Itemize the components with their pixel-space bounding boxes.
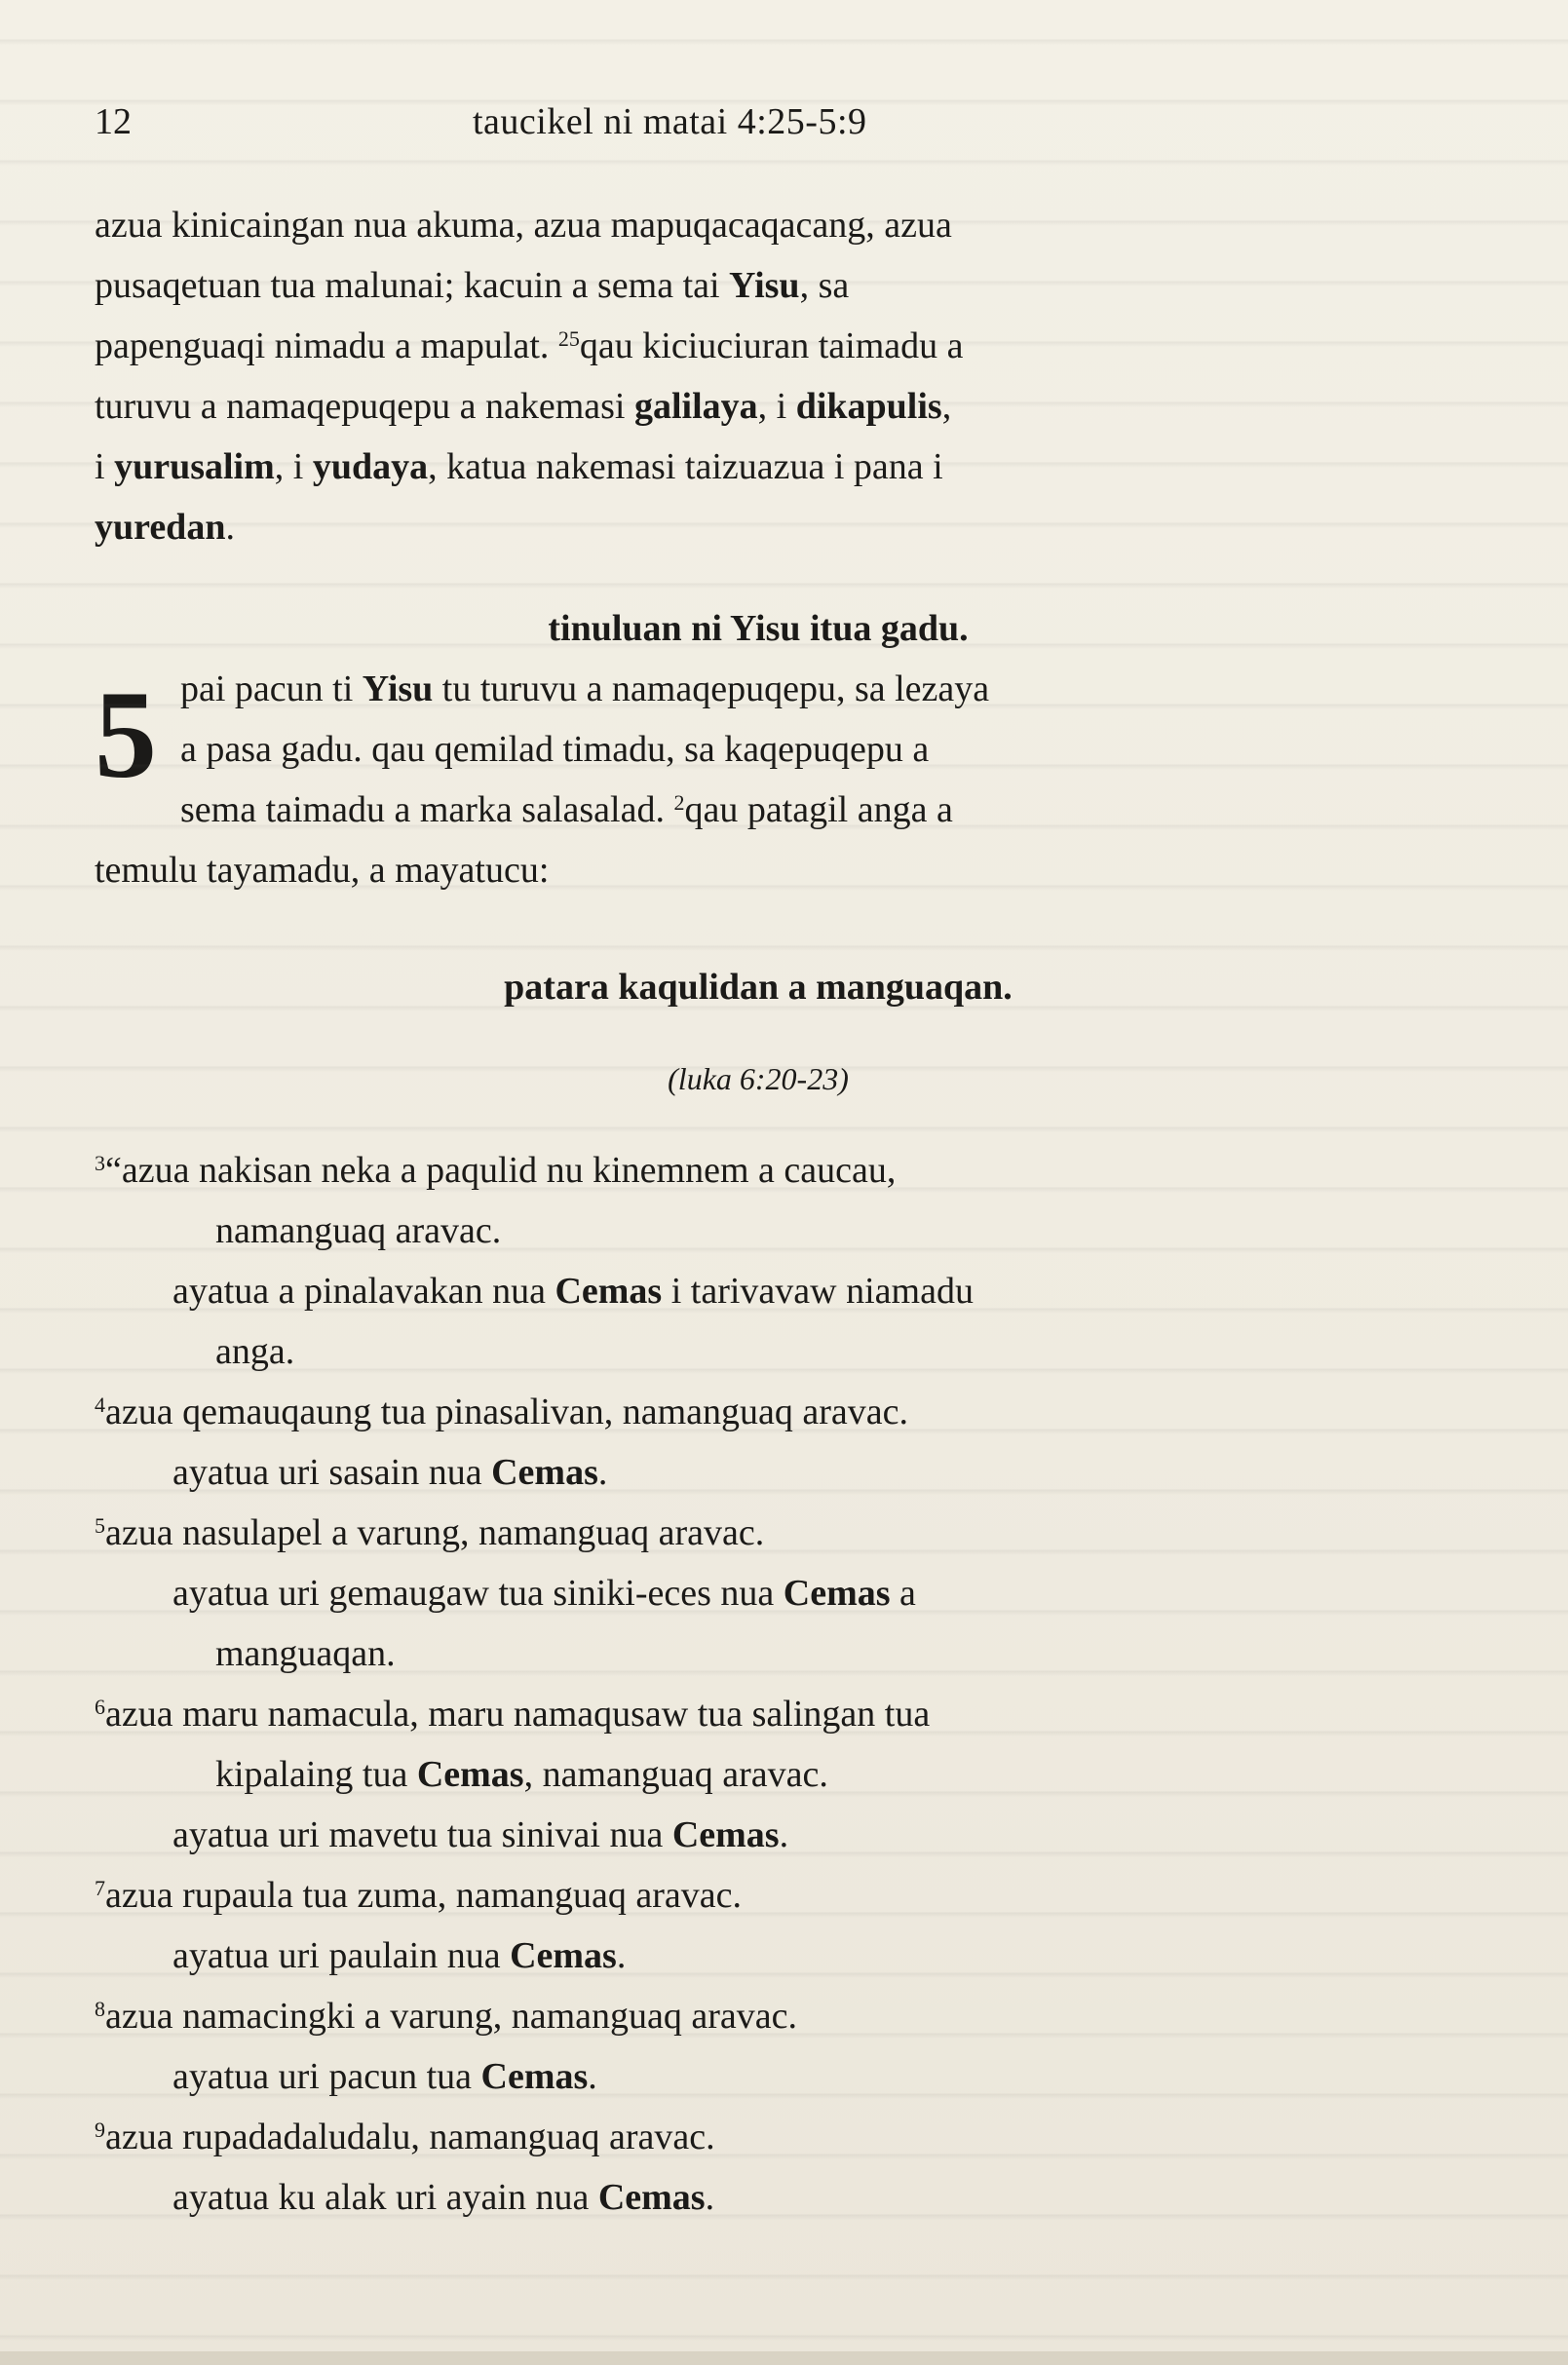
verse-text: ayatua uri pacun tua (172, 2056, 481, 2097)
page-header (95, 97, 1069, 146)
verse-line (95, 1986, 1422, 2046)
verse-text: ayatua ku alak uri ayain nua (172, 2177, 598, 2218)
verse-text: . (597, 1452, 608, 1493)
verse-text: , namanguaq aravac. (523, 1754, 828, 1795)
cross-reference: (luka 6:20-23) (668, 1061, 849, 1096)
verse-text: a (890, 1573, 916, 1614)
verse-3 (95, 1140, 1422, 1382)
verse-5 (95, 1503, 1422, 1684)
page-bottom-edge (0, 2351, 1568, 2365)
chapter-text: qau patagil anga a (684, 789, 953, 830)
verse-7 (95, 1865, 1422, 1986)
intro-paragraph (95, 195, 1422, 557)
verse-text: . (705, 2177, 715, 2218)
verse-text: azua rupaula tua zuma, namanguaq aravac. (105, 1875, 743, 1916)
verse-text: azua nasulapel a varung, namanguaq aravac. (105, 1512, 765, 1553)
verse-text: ayatua a pinalavakan nua (172, 1271, 555, 1312)
page-number: 12 (95, 101, 132, 142)
verse-9 (95, 2107, 1422, 2228)
verse-line (95, 1805, 1422, 1865)
verse-text: azua namacingki a varung, namanguaq aravac. (105, 1996, 798, 2037)
chapter-text: sema taimadu a marka salasalad. (180, 789, 674, 830)
verse-line (95, 1382, 1422, 1442)
name-cemas: Cemas (783, 1573, 891, 1614)
verse-text: . (779, 1814, 789, 1855)
period: . (225, 507, 235, 548)
verse-text: i tarivavaw niamadu (662, 1271, 974, 1312)
verse-line (95, 1744, 1422, 1805)
verse-line (95, 1865, 1422, 1926)
section-heading: patara kaqulidan a manguaqan. (504, 967, 1013, 1008)
verse-8 (95, 1986, 1422, 2107)
running-head: taucikel ni matai 4:25-5:9 (473, 101, 867, 142)
verse-line (95, 1623, 1422, 1684)
verse-text: azua maru namacula, maru namaqusaw tua salingan tua (105, 1694, 931, 1735)
verse-line (95, 2046, 1422, 2107)
place-name: yuredan (95, 507, 226, 548)
verse-number: 2 (673, 790, 685, 815)
verse-text: kipalaing tua (215, 1754, 417, 1795)
verse-text: namanguaq aravac. (215, 1210, 502, 1251)
intro-line: azua kinicaingan nua akuma, azua mapuqacaqacang, azua (95, 205, 952, 246)
verse-6 (95, 1684, 1422, 1865)
verse-line (95, 1926, 1422, 1986)
verse-line (95, 1563, 1422, 1623)
verse-text: . (616, 1935, 627, 1976)
name-cemas: Cemas (597, 2177, 706, 2218)
chapter-number: 5 (95, 666, 157, 804)
intro-line: turuvu a namaqepuqepu a nakemasi (95, 386, 634, 427)
verse-line (95, 2167, 1422, 2228)
verse-number: 6 (95, 1695, 105, 1719)
verse-4 (95, 1382, 1422, 1503)
chapter-paragraph (95, 659, 1422, 900)
verse-line (95, 1442, 1422, 1503)
name-cemas: Cemas (491, 1452, 598, 1493)
verse-text: anga. (215, 1331, 295, 1372)
verse-line (95, 1684, 1422, 1744)
page-body (95, 195, 1422, 2228)
verse-text: manguaqan. (215, 1633, 396, 1674)
verse-text: . (588, 2056, 597, 2097)
chapter-text: a pasa gadu. qau qemilad timadu, sa kaqepuqepu a (180, 729, 930, 770)
place-name: dikapulis (795, 386, 942, 427)
verse-line (95, 1503, 1422, 1563)
verse-line (95, 1261, 1422, 1321)
verse-text: ayatua uri mavetu tua sinivai nua (172, 1814, 672, 1855)
verse-text: azua qemauqaung tua pinasalivan, namanguaq aravac. (105, 1392, 909, 1432)
verse-line (95, 1321, 1422, 1382)
verse-text: ayatua uri sasain nua (172, 1452, 492, 1493)
verse-number: 3 (95, 1151, 105, 1175)
name-cemas: Cemas (480, 2056, 589, 2097)
chapter-text: tu turuvu a namaqepuqepu, sa lezaya (433, 668, 990, 709)
intro-text: , (941, 386, 952, 427)
intro-line: papenguaqi nimadu a mapulat. (95, 325, 558, 366)
intro-text: qau kiciuciuran taimadu a (579, 325, 964, 366)
verse-text: “azua nakisan neka a paqulid nu kinemnem a caucau, (105, 1150, 897, 1191)
intro-text: , katua nakemasi taizuazua i pana i (428, 446, 943, 487)
verse-line (95, 1201, 1422, 1261)
verse-number: 7 (95, 1876, 105, 1900)
chapter-text: temulu tayamadu, a mayatucu: (95, 850, 550, 891)
verse-line (95, 1140, 1422, 1201)
intro-text: , i (757, 386, 796, 427)
section-heading: tinuluan ni Yisu itua gadu. (548, 608, 969, 649)
intro-line: pusaqetuan tua malunai; kacuin a sema tai (95, 265, 730, 306)
name-yisu: Yisu (729, 265, 800, 306)
name-yisu: Yisu (362, 668, 434, 709)
verse-number: 9 (95, 2117, 105, 2142)
verse-text: azua rupadadaludalu, namanguaq aravac. (105, 2117, 715, 2157)
intro-line: i (95, 446, 115, 487)
verse-number: 8 (95, 1997, 105, 2021)
place-name: galilaya (633, 386, 758, 427)
name-cemas: Cemas (416, 1754, 524, 1795)
verse-text: ayatua uri gemaugaw tua siniki-eces nua (172, 1573, 784, 1614)
name-cemas: Cemas (555, 1271, 663, 1312)
intro-text: , i (274, 446, 313, 487)
verse-number: 5 (95, 1513, 105, 1538)
verse-text: ayatua uri paulain nua (172, 1935, 511, 1976)
chapter-text: pai pacun ti (180, 668, 363, 709)
place-name: yurusalim (114, 446, 275, 487)
place-name: yudaya (312, 446, 429, 487)
name-cemas: Cemas (510, 1935, 617, 1976)
name-cemas: Cemas (671, 1814, 780, 1855)
verse-number: 4 (95, 1392, 105, 1417)
intro-text: , sa (799, 265, 850, 306)
verse-number: 25 (557, 326, 580, 351)
verse-line (95, 2107, 1422, 2167)
